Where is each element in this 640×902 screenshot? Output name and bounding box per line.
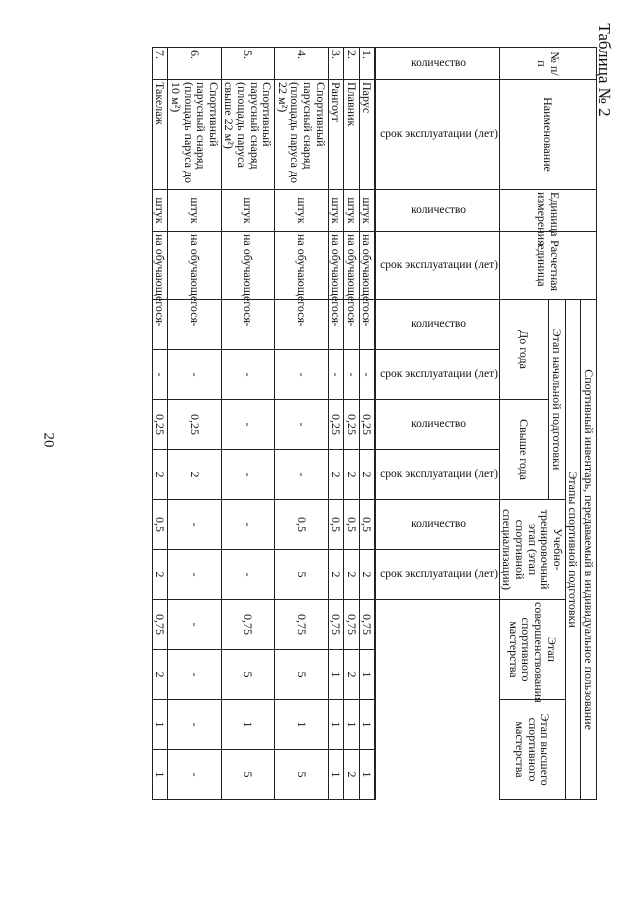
row-qty: - (221, 400, 274, 450)
row-qty: 0,5 (275, 500, 328, 550)
row-name: Такелаж (152, 80, 168, 190)
row-term: 2 (152, 550, 168, 600)
row-qty: - (168, 700, 221, 750)
term-header: срок эксплуатации (лет) (376, 232, 499, 300)
row-qty: - (168, 300, 221, 350)
term-header: срок эксплуатации (лет) (376, 550, 499, 600)
row-qty: 0,75 (328, 600, 344, 650)
row-term: - (344, 350, 360, 400)
table-row (359, 48, 375, 800)
qty-header: количество (376, 500, 499, 550)
row-qty: - (221, 500, 274, 550)
row-qty: 1 (344, 700, 360, 750)
row-unit: штук (152, 190, 168, 232)
row-qty: 0,5 (344, 500, 360, 550)
row-qty: 0,75 (275, 600, 328, 650)
row-name: Рангоут (328, 80, 344, 190)
row-term: 2 (344, 450, 360, 500)
row-qty: 1 (359, 700, 375, 750)
page-number: 20 (40, 432, 57, 448)
row-calc-unit: на обучающегося (168, 232, 221, 300)
row-term: 1 (359, 650, 375, 700)
row-name: Парус (359, 80, 375, 190)
row-term: - (328, 350, 344, 400)
row-term: - (359, 350, 375, 400)
row-term: 5 (275, 750, 328, 800)
term-header: срок эксплуатации (лет) (376, 80, 499, 190)
row-term: 5 (275, 550, 328, 600)
table-row (152, 48, 168, 800)
row-unit: штук (168, 190, 221, 232)
row-term: 2 (152, 450, 168, 500)
row-name: Спортивный парусный снаряд (площадь паруса до 22 м²) (275, 80, 328, 190)
spacer-cell (375, 300, 376, 350)
row-term: 2 (344, 650, 360, 700)
spacer-cell (375, 450, 376, 500)
row-qty: 1 (221, 700, 274, 750)
spacer-cell (375, 650, 376, 700)
table-row (328, 48, 344, 800)
header-calc-unit: Расчетная единица (499, 232, 596, 300)
row-number: 3. (328, 48, 344, 80)
row-term: 5 (221, 650, 274, 700)
row-name: Плавник (344, 80, 360, 190)
header-name: Наименование (499, 80, 596, 190)
header-sub-over-year: Свыше года (499, 400, 548, 500)
row-term: 1 (359, 750, 375, 800)
row-qty: 1 (275, 700, 328, 750)
row-qty: 1 (328, 700, 344, 750)
spacer-cell (375, 190, 376, 232)
row-number: 1. (359, 48, 375, 80)
spacer-cell (375, 500, 376, 550)
row-qty: 0,25 (168, 400, 221, 450)
row-number: 6. (168, 48, 221, 80)
row-calc-unit: на обучающегося (221, 232, 274, 300)
row-calc-unit: на обучающегося (152, 232, 168, 300)
row-term: 2 (328, 550, 344, 600)
header-group-title: Спортивный инвентарь, передаваемый в индивидуальное пользование (581, 300, 597, 800)
row-qty: 0,25 (344, 400, 360, 450)
spacer-cell (375, 232, 376, 300)
row-term: - (221, 450, 274, 500)
row-unit: штук (344, 190, 360, 232)
equipment-table (152, 47, 597, 800)
row-qty: 1 (152, 700, 168, 750)
table-row (221, 48, 274, 800)
row-unit: штук (359, 190, 375, 232)
row-term: - (275, 450, 328, 500)
row-term: - (168, 650, 221, 700)
spacer-cell (375, 350, 376, 400)
rotated-table-wrapper (153, 47, 597, 799)
row-term: 1 (152, 750, 168, 800)
row-qty: 0,75 (152, 600, 168, 650)
row-qty: 0,75 (344, 600, 360, 650)
row-name: Спортивный парусный снаряд (площадь паруса до 10 м²) (168, 80, 221, 190)
row-qty: 0,75 (221, 600, 274, 650)
row-number: 5. (221, 48, 274, 80)
row-qty: - (344, 300, 360, 350)
row-term: 5 (275, 650, 328, 700)
row-term: 1 (328, 750, 344, 800)
table-label: Таблица № 2 (595, 23, 614, 117)
header-stage-initial: Этап начальной подготовки (548, 300, 565, 500)
spacer-cell (375, 600, 376, 650)
row-calc-unit: на обучающегося (344, 232, 360, 300)
spacer-cell (375, 550, 376, 600)
row-term: 2 (168, 450, 221, 500)
row-term: 2 (344, 750, 360, 800)
table-row (168, 48, 221, 800)
row-term: - (275, 350, 328, 400)
row-calc-unit: на обучающегося (275, 232, 328, 300)
row-term: 2 (328, 450, 344, 500)
row-term: - (168, 750, 221, 800)
row-unit: штук (275, 190, 328, 232)
row-qty: - (221, 300, 274, 350)
header-number: № п/п (499, 48, 596, 80)
row-qty: - (275, 400, 328, 450)
row-qty: 0,25 (152, 400, 168, 450)
row-unit: штук (221, 190, 274, 232)
row-term: 1 (328, 650, 344, 700)
row-qty: - (168, 500, 221, 550)
row-unit: штук (328, 190, 344, 232)
row-qty: 0,25 (359, 400, 375, 450)
row-qty: - (275, 300, 328, 350)
term-header: срок эксплуатации (лет) (376, 450, 499, 500)
row-term: - (152, 350, 168, 400)
row-qty: - (359, 300, 375, 350)
header-stage-highest: Этап высшего спортивного мастерства (499, 700, 565, 800)
header-sub-first-year: До года (499, 300, 548, 400)
row-term: 5 (221, 750, 274, 800)
spacer-cell (375, 700, 376, 750)
qty-header: количество (376, 190, 499, 232)
row-term: - (168, 550, 221, 600)
spacer-cell (375, 750, 376, 800)
table-row (344, 48, 360, 800)
row-qty: - (152, 300, 168, 350)
qty-header: количество (376, 48, 499, 80)
row-term: 2 (359, 550, 375, 600)
qty-header: количество (376, 300, 499, 350)
spacer-cell (375, 400, 376, 450)
row-term: 2 (344, 550, 360, 600)
row-term: 2 (152, 650, 168, 700)
row-qty: 0,75 (359, 600, 375, 650)
row-number: 7. (152, 48, 168, 80)
term-header: срок эксплуатации (лет) (376, 350, 499, 400)
row-term: - (168, 350, 221, 400)
row-term: 2 (359, 450, 375, 500)
spacer-cell (375, 48, 376, 80)
row-qty: - (328, 300, 344, 350)
row-name: Спортивный парусный снаряд (площадь паруса свыше 22 м²) (221, 80, 274, 190)
table-row (275, 48, 328, 800)
spacer-cell (375, 80, 376, 190)
row-qty: 0,25 (328, 400, 344, 450)
row-qty: 0,5 (328, 500, 344, 550)
header-unit: Единица измерения (499, 190, 596, 232)
row-term: - (221, 350, 274, 400)
row-qty: 0,5 (152, 500, 168, 550)
row-number: 2. (344, 48, 360, 80)
row-term: - (221, 550, 274, 600)
row-number: 4. (275, 48, 328, 80)
row-qty: - (168, 600, 221, 650)
header-stage-improve: Этап совершенствования спортивного мастерства (499, 600, 565, 700)
qty-header: количество (376, 400, 499, 450)
row-calc-unit: на обучающегося (328, 232, 344, 300)
header-stage-training: Учебно-тренировочный этап (этап спортивной специализации) (499, 500, 565, 600)
row-calc-unit: на обучающегося (359, 232, 375, 300)
header-stages-title: Этапы спортивной подготовки (565, 300, 581, 800)
row-qty: 0,5 (359, 500, 375, 550)
